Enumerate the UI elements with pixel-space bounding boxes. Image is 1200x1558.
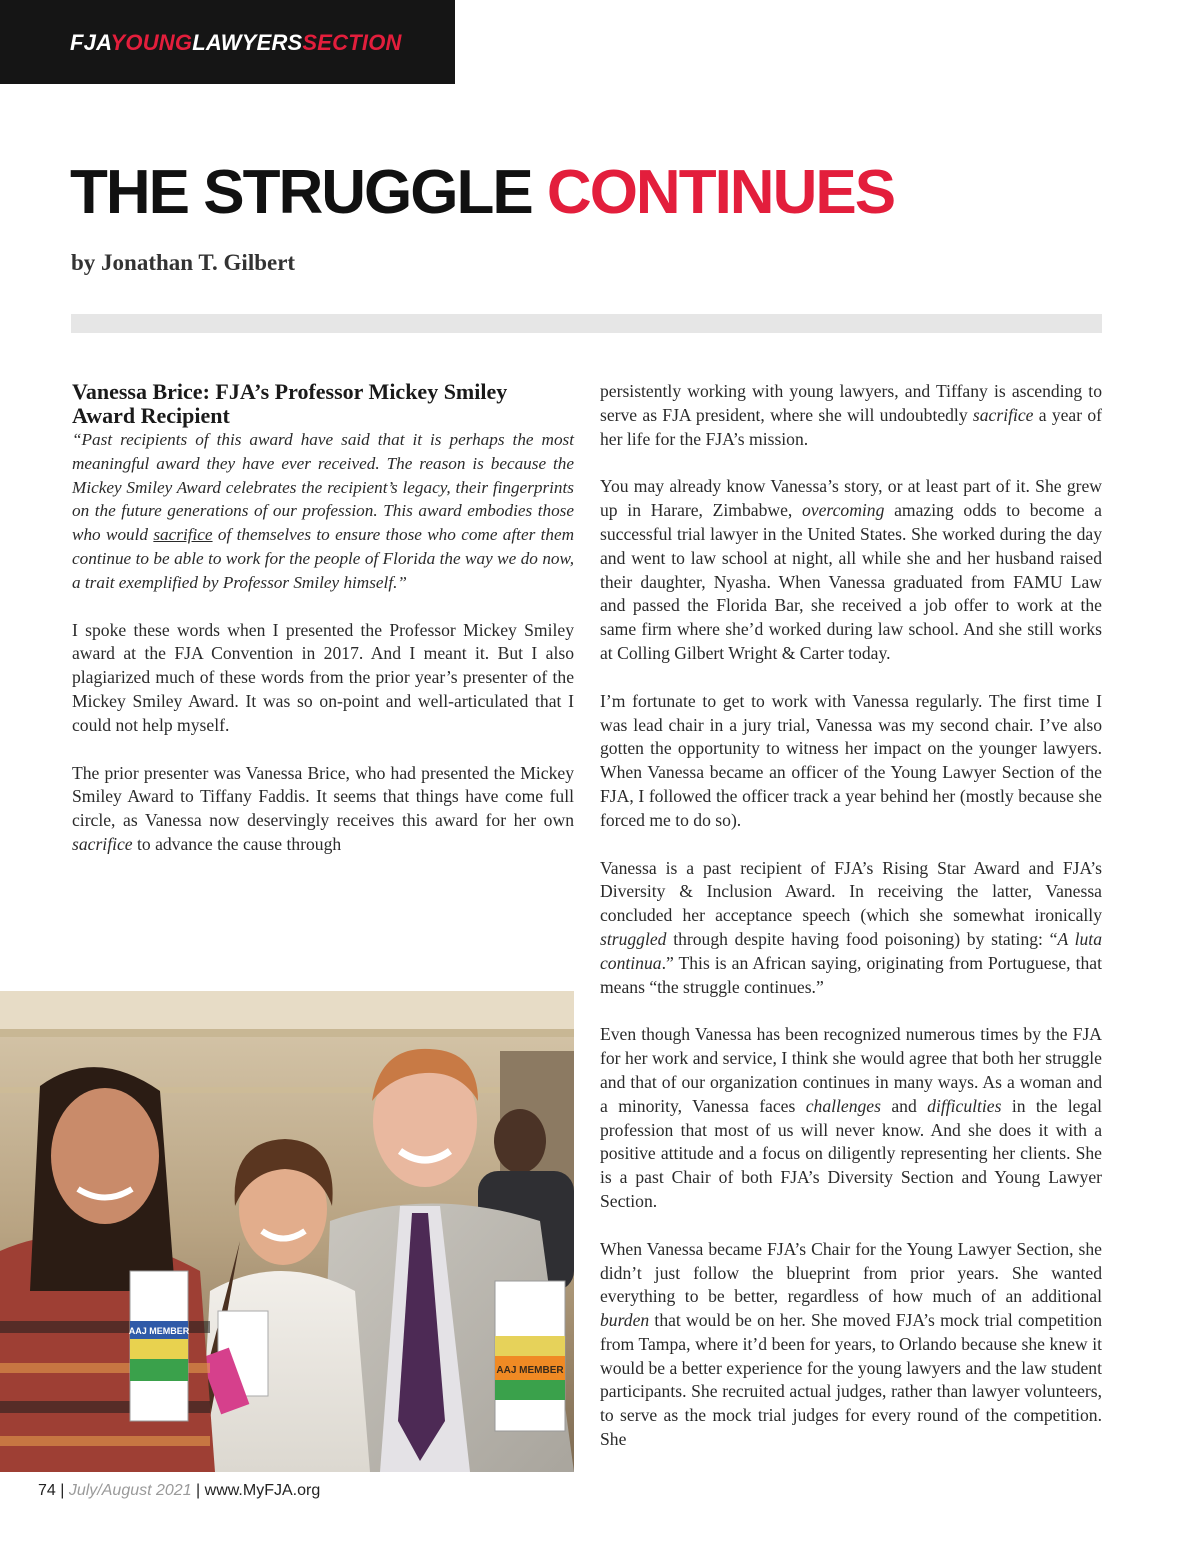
divider-bar — [71, 314, 1102, 333]
paragraph — [600, 857, 1102, 1000]
paragraph-text: through despite having food poisoning) by stating: “ — [666, 928, 1058, 949]
paragraph-text: and — [880, 1095, 928, 1116]
paragraph-text: persistently working with young lawyers, and Tiffany is ascending to serve as FJA president, where she will undoubtedly — [600, 381, 1102, 425]
paragraph-text: Even though Vanessa has been recognized numerous times by the FJA for her work and service, I think she would agree that both her struggle and that of our organization continues in many ways. As a woman and a minority, Vanessa faces — [600, 1024, 1102, 1116]
paragraph-text: a year of her life for the FJA’s mission. — [600, 404, 1103, 449]
article-subhead: Vanessa Brice: FJA’s Professor Mickey Smiley Award Recipient — [72, 379, 508, 428]
footer-separator: | — [55, 1482, 69, 1499]
right-column — [600, 380, 1102, 1476]
emphasis-word: sacrifice — [72, 833, 133, 854]
event-photo — [0, 991, 574, 1472]
paragraph — [600, 1023, 1102, 1213]
emphasis-word: struggled — [600, 928, 667, 949]
article-title — [70, 158, 894, 228]
paragraph — [72, 762, 574, 857]
emphasis-word: burden — [600, 1310, 650, 1331]
section-label-part: SECTION — [302, 30, 402, 55]
emphasis-word: challenges — [805, 1095, 881, 1116]
paragraph — [600, 475, 1102, 665]
paragraph-text: Vanessa is a past recipient of FJA’s Rising Star Award and FJA’s Diversity & Inclusion Award. In receiving the latter, Vanessa concluded her acceptance speech (which she somewhat ironically — [600, 857, 1102, 926]
quote-text: of themselves to ensure those who come after them continue to be able to work for the people of Florida the way we do now, a trait exemplified by Professor Smiley himself.” — [72, 525, 575, 592]
section-label-part: LAWYERS — [192, 30, 303, 55]
footer-separator: | — [191, 1482, 205, 1499]
title-black-part: THE STRUGGLE — [70, 158, 532, 227]
issue-date: July/August 2021 — [68, 1482, 192, 1499]
paragraph-text: The prior presenter was Vanessa Brice, who had presented the Mickey Smiley Award to Tiffany Faddis. It seems that things have come full circle, as Vanessa now deservingly receives this award for her own — [72, 762, 574, 831]
byline: by Jonathan T. Gilbert — [71, 250, 296, 275]
paragraph — [72, 619, 574, 738]
page-number: 74 — [38, 1482, 56, 1499]
paragraph — [600, 1238, 1102, 1452]
quote-underlined-word: sacrifice — [153, 525, 213, 545]
emphasis-word: overcoming — [802, 500, 885, 521]
emphasis-phrase: A luta continua — [600, 928, 1102, 973]
paragraph — [600, 690, 1102, 833]
paragraph-text: to advance the cause through — [132, 833, 342, 854]
emphasis-word: difficulties — [927, 1095, 1002, 1116]
paragraph-text: You may already know Vanessa’s story, or at least part of it. She grew up in Harare, Zimbabwe, — [600, 476, 1102, 521]
section-label-part: FJA — [70, 30, 111, 55]
paragraph-text: amazing odds to become a successful trial lawyer in the United States. She worked during the day and went to law school at night, all while she and her husband raised their daughter, Nyasha. When Vanessa graduated from FAMU Law and passed the Florida Bar, she received a job offer to work at the same firm where she’d worked during law school. And she still works at Colling Gilbert Wright & Carter today. — [600, 500, 1102, 663]
section-header-bar — [0, 0, 455, 84]
pull-quote — [72, 428, 574, 595]
title-red-part: CONTINUES — [546, 158, 895, 227]
paragraph-text: I spoke these words when I presented the Professor Mickey Smiley award at the FJA Convention in 2017. And I meant it. But I also plagiarized much of these words from the prior year’s presenter of the Mickey Smiley Award. It was so on-point and well-articulated that I could not help myself. — [72, 619, 574, 735]
paragraph-text: I’m fortunate to get to work with Vanessa regularly. The first time I was lead chair in a jury trial, Vanessa was my second chair. I’ve also gotten the opportunity to witness her impact on the younger lawyers. When Vanessa became an officer of the Young Lawyer Section of the FJA, I followed the officer track a year behind her (mostly because she forced me to do so). — [600, 690, 1102, 830]
emphasis-word: sacrifice — [972, 404, 1034, 425]
website-link[interactable]: www.MyFJA.org — [204, 1482, 321, 1499]
section-label — [70, 30, 402, 56]
page-footer — [38, 1482, 320, 1500]
left-column — [72, 380, 574, 881]
paragraph — [600, 380, 1102, 451]
section-label-part: YOUNG — [110, 30, 193, 55]
quote-text: “Past recipients of this award have said that it is perhaps the most meaningful award they have ever received. The reason is because the Mickey Smiley Award celebrates the recipient’s legacy, their fingerprints on the future generations of our profession. This award embodies those who would — [72, 430, 574, 545]
paragraph-text: When Vanessa became FJA’s Chair for the Young Lawyer Section, she didn’t just follow the blueprint from prior years. She wanted everything to be better, regardless of how much of an additional — [600, 1238, 1102, 1307]
paragraph-text: in the legal profession that most of us will never know. And she does it with a positive attitude and a focus on diligently representing her clients. She is a past Chair of both FJA’s Diversity Section and Young Lawyer Section. — [600, 1095, 1102, 1211]
badge-right-label: AAJ MEMBER — [496, 1365, 564, 1376]
paragraph-text: .” This is an African saying, originating from Portuguese, that means “the struggle continues.” — [600, 952, 1102, 997]
paragraph-text: that would be on her. She moved FJA’s mock trial competition from Tampa, where it’d been for years, to Orlando because she knew it would be a better experience for the young lawyers and the law student participants. She recruited actual judges, rather than lawyer volunteers, to serve as the mock trial judges for every round of the competition. She — [600, 1310, 1102, 1450]
badge-left-label: AAJ MEMBER — [128, 1326, 190, 1336]
